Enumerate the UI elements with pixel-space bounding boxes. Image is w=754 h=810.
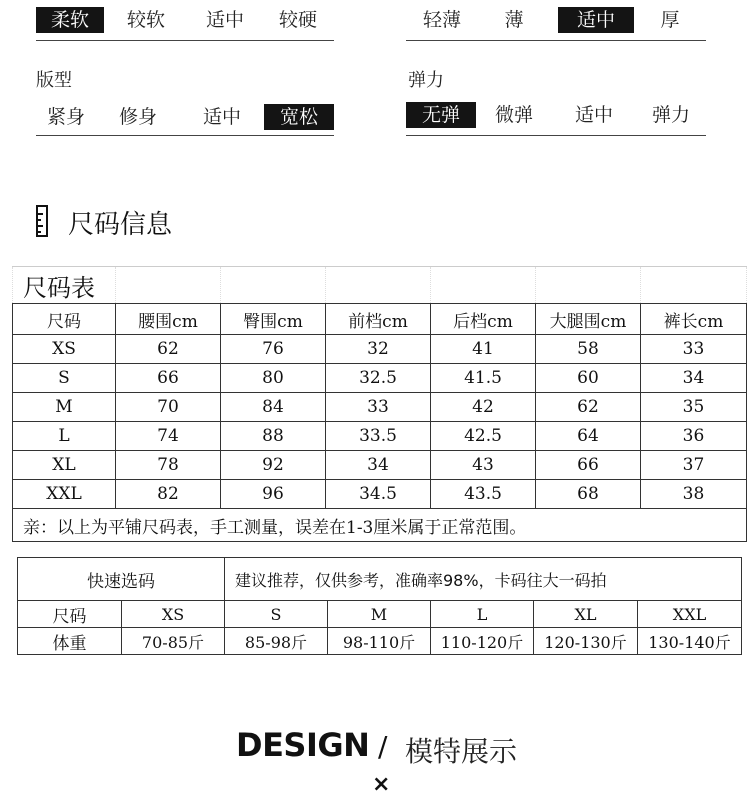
- thickness-option-medium: 适中: [558, 7, 634, 33]
- table-cell: 35: [641, 393, 747, 422]
- model-display-title: 模特展示: [405, 735, 518, 768]
- table-cell: 34.5: [326, 480, 431, 509]
- quick-table-note: 建议推荐，仅供参考，准确率98%，卡码往大一码拍: [225, 558, 742, 601]
- elasticity-option-none: 无弹: [406, 102, 476, 128]
- table-cell: 120-130斤: [534, 628, 638, 655]
- elasticity-option-slight: 微弹: [494, 104, 533, 126]
- table-cell: 33: [641, 335, 747, 364]
- softness-option-hard: 较硬: [278, 9, 317, 31]
- softness-scale-line: [36, 40, 334, 41]
- table-cell: 62: [536, 393, 641, 422]
- table-cell: 78: [116, 451, 221, 480]
- table-cell: 42: [431, 393, 536, 422]
- thickness-option-thin: 薄: [504, 9, 524, 31]
- elasticity-option-medium: 适中: [574, 104, 613, 126]
- table-cell: XL: [13, 451, 116, 480]
- table-cell: L: [13, 422, 116, 451]
- column-header: 裤长cm: [641, 304, 747, 335]
- elasticity-scale: [406, 101, 706, 139]
- fit-scale-line: [36, 135, 334, 136]
- table-row: [13, 422, 747, 451]
- size-table: [12, 266, 747, 542]
- table-cell: 42.5: [431, 422, 536, 451]
- table-cell: 76: [221, 335, 326, 364]
- table-cell: 41: [431, 335, 536, 364]
- table-cell: 58: [536, 335, 641, 364]
- table-cell: 68: [536, 480, 641, 509]
- table-cell: 60: [536, 364, 641, 393]
- weight-label: 体重: [18, 628, 122, 655]
- table-cell: S: [13, 364, 116, 393]
- table-cell: 84: [221, 393, 326, 422]
- table-cell: 92: [221, 451, 326, 480]
- table-cell: 33.5: [326, 422, 431, 451]
- table-cell: 110-120斤: [431, 628, 534, 655]
- fit-title: 版型: [36, 70, 72, 91]
- elasticity-scale-line: [406, 135, 706, 136]
- table-row: [13, 393, 747, 422]
- table-cell: 37: [641, 451, 747, 480]
- thickness-option-thick: 厚: [660, 9, 680, 31]
- table-cell: 80: [221, 364, 326, 393]
- table-cell: 36: [641, 422, 747, 451]
- table-cell: 34: [641, 364, 747, 393]
- table-cell: 43.5: [431, 480, 536, 509]
- table-cell: XXL: [638, 601, 742, 628]
- fit-option-tight: 紧身: [46, 106, 85, 128]
- softness-scale: [36, 5, 336, 45]
- column-header: 大腿围cm: [536, 304, 641, 335]
- table-row: [13, 480, 747, 509]
- table-cell: 98-110斤: [328, 628, 431, 655]
- quick-table-header-row: [18, 558, 742, 601]
- heading-divider: /: [378, 730, 388, 763]
- fit-option-medium: 适中: [202, 106, 241, 128]
- table-cell: XS: [122, 601, 225, 628]
- elasticity-title: 弹力: [408, 70, 444, 91]
- table-cell: 43: [431, 451, 536, 480]
- table-cell: XS: [13, 335, 116, 364]
- quick-table-title: 快速选码: [18, 558, 225, 601]
- table-row: [13, 364, 747, 393]
- size-table-header-row: [13, 304, 747, 335]
- fit-option-loose: 宽松: [264, 104, 334, 130]
- column-header: 尺码: [13, 304, 116, 335]
- column-header: 后档cm: [431, 304, 536, 335]
- table-cell: XL: [534, 601, 638, 628]
- table-cell: M: [328, 601, 431, 628]
- softness-option-medium: 适中: [205, 9, 244, 31]
- table-cell: 66: [116, 364, 221, 393]
- table-row: [13, 335, 747, 364]
- ruler-icon: [36, 205, 48, 237]
- size-table-title: 尺码表: [23, 274, 95, 302]
- table-cell: 66: [536, 451, 641, 480]
- table-cell: 70-85斤: [122, 628, 225, 655]
- design-heading: DESIGN: [236, 726, 370, 764]
- column-header: 臀围cm: [221, 304, 326, 335]
- thickness-scale-line: [406, 40, 706, 41]
- quick-size-row: [18, 601, 742, 628]
- table-cell: 34: [326, 451, 431, 480]
- table-row: [13, 451, 747, 480]
- table-cell: 41.5: [431, 364, 536, 393]
- table-cell: 130-140斤: [638, 628, 742, 655]
- table-cell: 85-98斤: [225, 628, 328, 655]
- fit-scale: [36, 103, 336, 139]
- table-cell: L: [431, 601, 534, 628]
- section-title: 尺码信息: [68, 210, 173, 240]
- softness-option-soft: 柔软: [36, 7, 104, 33]
- elasticity-option-elastic: 弹力: [651, 104, 690, 126]
- size-table-title-cell: [13, 267, 116, 304]
- size-label: 尺码: [18, 601, 122, 628]
- size-table-note: 亲：以上为平铺尺码表，手工测量，误差在1-3厘米属于正常范围。: [13, 509, 747, 542]
- size-table-title-row: [13, 267, 747, 304]
- fit-option-slim: 修身: [118, 106, 157, 128]
- table-cell: XXL: [13, 480, 116, 509]
- table-cell: 70: [116, 393, 221, 422]
- x-mark-icon: ×: [372, 772, 391, 797]
- table-cell: 62: [116, 335, 221, 364]
- table-cell: 82: [116, 480, 221, 509]
- table-cell: 32.5: [326, 364, 431, 393]
- column-header: 腰围cm: [116, 304, 221, 335]
- table-cell: 38: [641, 480, 747, 509]
- table-cell: S: [225, 601, 328, 628]
- column-header: 前档cm: [326, 304, 431, 335]
- table-cell: M: [13, 393, 116, 422]
- thickness-scale: [406, 5, 706, 45]
- table-cell: 74: [116, 422, 221, 451]
- size-table-note-row: [13, 509, 747, 542]
- table-cell: 88: [221, 422, 326, 451]
- quick-weight-row: [18, 628, 742, 655]
- table-cell: 64: [536, 422, 641, 451]
- thickness-option-light-thin: 轻薄: [422, 9, 461, 31]
- table-cell: 33: [326, 393, 431, 422]
- table-cell: 96: [221, 480, 326, 509]
- table-cell: 32: [326, 335, 431, 364]
- softness-option-slightly-soft: 较软: [126, 9, 165, 31]
- quick-size-table: [17, 557, 742, 655]
